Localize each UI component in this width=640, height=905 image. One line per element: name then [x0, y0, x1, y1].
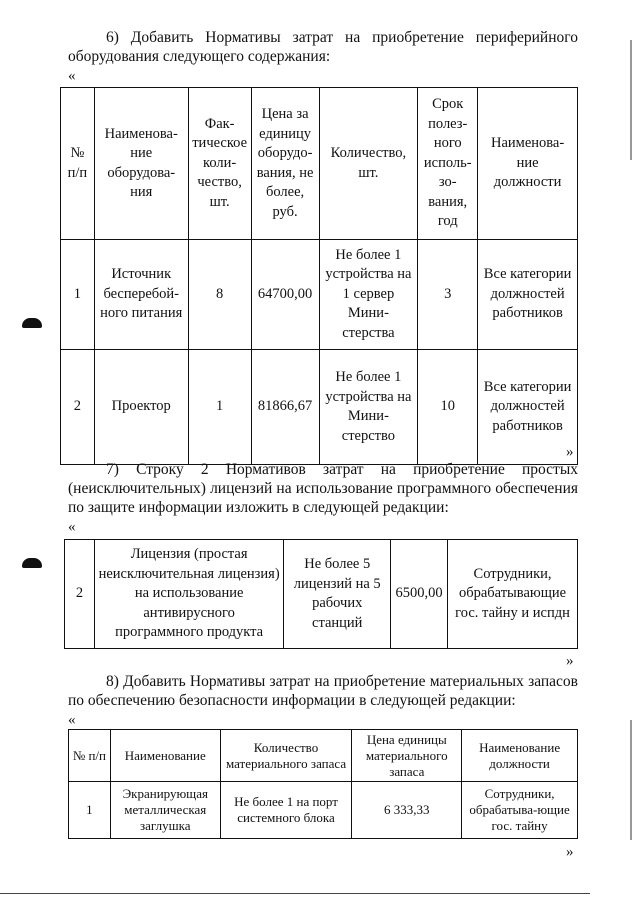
table-cell: 64700,00 — [251, 240, 319, 350]
table-cell: 81866,67 — [251, 350, 319, 465]
header-cell: Наименова-ние оборудова-ния — [94, 88, 188, 240]
table-header-row — [61, 88, 578, 240]
table-header-row — [69, 730, 578, 782]
item6-paragraph: 6) Добавить Нормативы затрат на приобретение периферийного оборудования следующего содержания: — [68, 29, 578, 65]
header-cell: Количество, шт. — [319, 88, 418, 240]
table-cell: Источник бесперебой-ного питания — [94, 240, 188, 350]
header-cell: Цена единицы материального запаса — [352, 730, 462, 782]
table-cell: 1 — [61, 240, 95, 350]
item7-open-quote: « — [68, 519, 76, 535]
header-cell: Срок полез-ного исполь-зо-вания, год — [418, 88, 478, 240]
table-cell: 2 — [61, 350, 95, 465]
scan-edge-line — [630, 40, 632, 160]
header-cell: № п/п — [69, 730, 111, 782]
item8-table — [68, 729, 578, 839]
table-cell: Сотрудники, обрабатывающие гос. тайну и испдн — [448, 540, 578, 649]
header-cell: № п/п — [61, 88, 95, 240]
item7-close-quote: » — [566, 653, 574, 669]
table-cell: Не более 1 устройства на Мини-стерство — [319, 350, 418, 465]
hole-punch-mark — [22, 558, 42, 568]
table-cell: 6 333,33 — [352, 782, 462, 839]
scan-edge-line — [630, 720, 632, 840]
header-cell: Цена за единицу оборудо-вания, не более, руб. — [251, 88, 319, 240]
header-cell: Наименова-ние должности — [478, 88, 578, 240]
table-cell: Проектор — [94, 350, 188, 465]
table-row — [61, 350, 578, 465]
header-cell: Количество материального запаса — [220, 730, 352, 782]
table-cell: 6500,00 — [391, 540, 448, 649]
table-cell: Экранирующая металлическая заглушка — [110, 782, 220, 839]
table-cell: 8 — [188, 240, 251, 350]
table-cell: 3 — [418, 240, 478, 350]
scan-edge-line — [0, 893, 590, 894]
table-cell: Лицензия (простая неисключительная лицензия) на использование антивирусного программного продукта — [94, 540, 284, 649]
table-cell: Не более 1 устройства на 1 сервер Мини-стерства — [319, 240, 418, 350]
hole-punch-mark — [22, 318, 42, 328]
table-row — [61, 240, 578, 350]
table-cell: 1 — [69, 782, 111, 839]
table-cell: 1 — [188, 350, 251, 465]
header-cell: Наименование должности — [462, 730, 578, 782]
item7-table — [64, 539, 578, 649]
item8-close-quote: » — [566, 844, 574, 860]
item6-close-quote: » — [566, 444, 574, 460]
table-cell: Сотрудники, обрабатыва-ющие гос. тайну — [462, 782, 578, 839]
table-row — [69, 782, 578, 839]
header-cell: Наименование — [110, 730, 220, 782]
item6-open-quote: « — [68, 68, 76, 84]
item8-paragraph: 8) Добавить Нормативы затрат на приобретение материальных запасов по обеспечению безопасности информации в следующей редакции: — [68, 673, 578, 709]
table-cell: 2 — [65, 540, 95, 649]
table-cell: Не более 1 на порт системного блока — [220, 782, 352, 839]
item7-paragraph: 7) Строку 2 Нормативов затрат на приобретение простых (неисключительных) лицензий на использование программного обеспечения по защите информации изложить в следующей редакции: — [68, 461, 578, 516]
table-row — [65, 540, 578, 649]
table-cell: Не более 5 лицензий на 5 рабочих станций — [284, 540, 391, 649]
table-cell: 10 — [418, 350, 478, 465]
header-cell: Фак-тическое коли-чество, шт. — [188, 88, 251, 240]
item6-table — [60, 87, 578, 465]
table-cell: Все категории должностей работников — [478, 240, 578, 350]
item8-open-quote: « — [68, 712, 76, 728]
table-cell: Все категории должностей работников — [478, 350, 578, 465]
